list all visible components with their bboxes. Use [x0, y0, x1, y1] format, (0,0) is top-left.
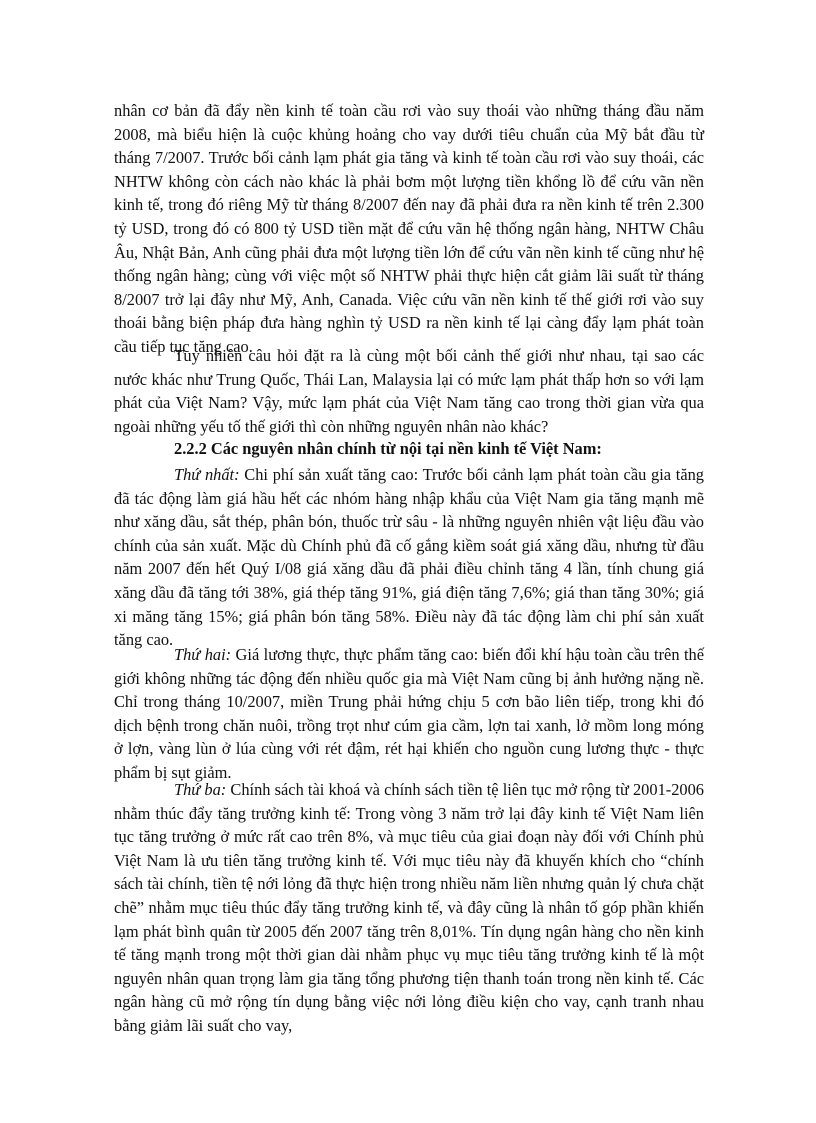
reason-2-text: Giá lương thực, thực phẩm tăng cao: biến đổi khí hậu toàn cầu trên thế giới không những tác động đến nhiều quốc gia mà Việt Nam cũng bị ảnh hưởng nặng nề. Chỉ trong tháng 10/2007, miền Trung phải hứng chịu 5 cơn bão liên tiếp, trong khi đó dịch bệnh trong chăn nuôi, trồng trọt như cúm gia cầm, lợn tai xanh, lở mồm long móng ở lợn, vàng lùn ở lúa cùng với rét đậm, rét hại khiến cho nguồn cung lương thực - thực phẩm bị sụt giảm. — [114, 645, 704, 782]
reason-1-label: Thứ nhất: — [174, 465, 240, 484]
paragraph-reason-1 — [114, 463, 704, 652]
reason-3-label: Thứ ba: — [174, 780, 227, 799]
paragraph-global-context: nhân cơ bản đã đẩy nền kinh tế toàn cầu rơi vào suy thoái vào những tháng đầu năm 2008, mà biểu hiện là cuộc khủng hoảng cho vay dưới tiêu chuẩn của Mỹ bắt đầu từ tháng 7/2007. Trước bối cảnh lạm phát gia tăng và kinh tế toàn cầu rơi vào suy thoái, các NHTW không còn cách nào khác là phải bơm một lượng tiền khổng lồ để cứu vãn nền kinh tế, trong đó riêng Mỹ từ tháng 8/2007 đến nay đã phải đưa ra nền kinh tế trên 2.300 tỷ USD, trong đó có 800 tỷ USD tiền mặt để cứu vãn hệ thống ngân hàng, NHTW Châu Âu, Nhật Bản, Anh cũng phải đưa một lượng tiền lớn để cứu vãn nền kinh tế cũng như hệ thống ngân hàng; cùng với việc một số NHTW phải thực hiện cắt giảm lãi suất từ tháng 8/2007 trở lại đây như Mỹ, Anh, Canada. Việc cứu vãn nền kinh tế thế giới rơi vào suy thoái bằng biện pháp đưa hàng nghìn tỷ USD ra nền kinh tế lại càng đẩy lạm phát toàn cầu tiếp tục tăng cao. — [114, 101, 704, 356]
paragraph-reason-2 — [114, 643, 704, 785]
paragraph-question: Tuy nhiên câu hỏi đặt ra là cùng một bối cảnh thế giới như nhau, tại sao các nước khác như Trung Quốc, Thái Lan, Malaysia lại có mức lạm phát thấp hơn so với lạm phát của Việt Nam? Vậy, mức lạm phát của Việt Nam tăng cao trong thời gian vừa qua ngoài những yếu tố thế giới thì còn những nguyên nhân nào khác? — [114, 346, 704, 436]
section-heading: 2.2.2 Các nguyên nhân chính từ nội tại nền kinh tế Việt Nam: — [174, 439, 602, 458]
reason-2-label: Thứ hai: — [174, 645, 232, 664]
reason-3-text: Chính sách tài khoá và chính sách tiền tệ liên tục mở rộng từ 2001-2006 nhằm thúc đẩy tăng trưởng kinh tế: Trong vòng 3 năm trở lại đây kinh tế Việt Nam liên tục tăng trưởng ở mức rất cao trên 8%, và mục tiêu của giai đoạn này đối với Chính phủ Việt Nam là ưu tiên tăng trưởng kinh tế. Với mục tiêu này đã khuyến khích cho “chính sách tài chính, tiền tệ nới lỏng đã thực hiện trong nhiều năm liền nhưng quản lý chưa chặt chẽ” nhằm mục tiêu thúc đẩy tăng trưởng kinh tế, và đây cũng là nhân tố góp phần khiến lạm phát bình quân từ 2005 đến 2007 tăng trên 8,01%. Tín dụng ngân hàng cho nền kinh tế tăng mạnh trong một thời gian dài nhằm phục vụ mục tiêu tăng trưởng kinh tế là một nguyên nhân quan trọng làm gia tăng tổng phương tiện thanh toán trong nền kinh tế. Các ngân hàng cũ mở rộng tín dụng bằng việc nới lỏng điều kiện cho vay, cạnh tranh nhau bằng giảm lãi suất cho vay, — [114, 780, 705, 1035]
paragraph-reason-3 — [114, 778, 704, 1038]
reason-1-text: Chi phí sản xuất tăng cao: Trước bối cảnh lạm phát toàn cầu gia tăng đã tác động làm giá hầu hết các nhóm hàng nhập khẩu của Việt Nam gia tăng mạnh mẽ như xăng dầu, sắt thép, phân bón, thuốc trừ sâu - là những nguyên nhiên vật liệu đầu vào chính của sản xuất. Mặc dù Chính phủ đã cố gắng kiềm soát giá xăng dầu, nhưng từ đầu năm 2007 đến hết Quý I/08 giá xăng dầu đã phải điều chỉnh tăng 4 lần, tính chung giá xăng dầu đã tăng tới 38%, giá thép tăng 91%, giá điện tăng 7,6%; giá than tăng 30%; giá xi măng tăng 15%; giá phân bón tăng 58%. Điều này đã tác động làm chi phí sản xuất tăng cao. — [114, 465, 704, 650]
